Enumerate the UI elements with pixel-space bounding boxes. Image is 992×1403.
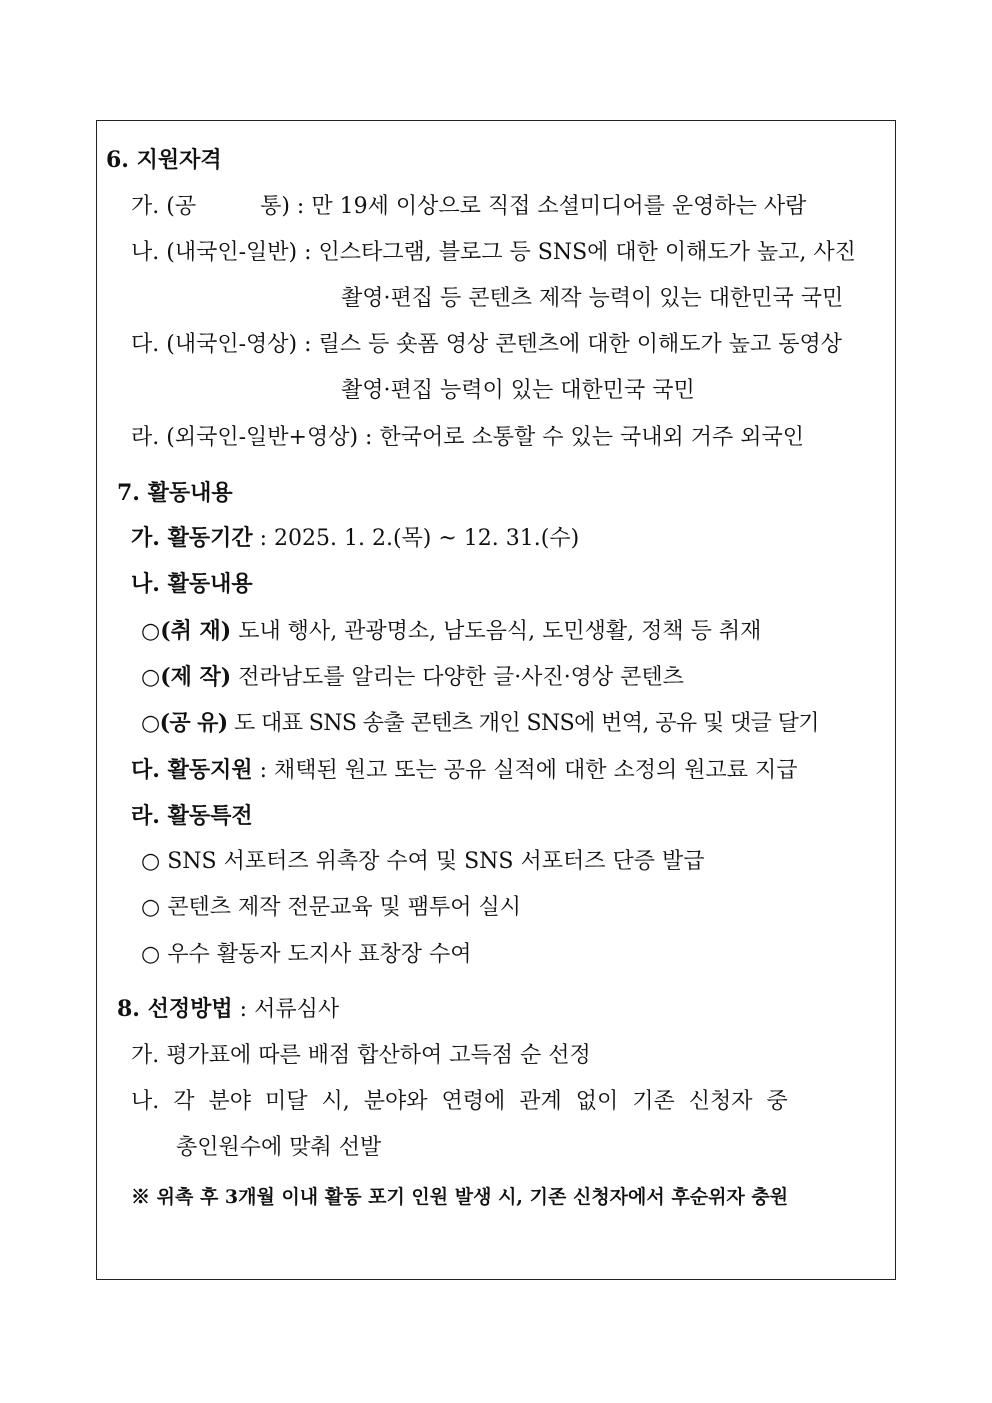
- s6-c-label: 다. (내국인-영상): [131, 332, 298, 357]
- s8-item-b-1: 나. 각 분야 미달 시, 분야와 연령에 관계 없이 기존 신청자 중: [131, 1089, 788, 1114]
- s8-note: ※ 위촉 후 3개월 이내 활동 포기 인원 발생 시, 기존 신청자에서 후순위자 충원: [131, 1186, 789, 1208]
- s7-content-text: 도내 행사, 관광명소, 남도음식, 도민생활, 정책 등 취재: [238, 619, 762, 644]
- s7-period-sep: :: [259, 526, 268, 551]
- bullet-icon: ○: [141, 942, 161, 967]
- bullet-icon: ○: [141, 665, 161, 690]
- bullet-icon: ○: [141, 895, 161, 920]
- s6-a-sep: :: [296, 194, 305, 219]
- s7-content-item: [141, 708, 819, 739]
- s7-support-sep: :: [259, 758, 268, 783]
- s6-a-label-open: 가. (공: [131, 194, 197, 219]
- bullet-icon: ○: [141, 849, 161, 874]
- s7-benefit-text: 콘텐츠 제작 전문교육 및 팸투어 실시: [167, 895, 521, 920]
- section-6-title: 6. 지원자격: [106, 147, 222, 173]
- s7-content-tag: (취 재): [160, 618, 232, 644]
- s8-item-b-2: 총인원수에 맞춰 선발: [176, 1135, 382, 1160]
- s8-method: 서류심사: [254, 997, 340, 1022]
- s7-support-text: 채택된 원고 또는 공유 실적에 대한 소정의 원고료 지급: [274, 758, 798, 783]
- s8-item-a: 가. 평가표에 따른 배점 합산하여 고득점 순 선정: [131, 1043, 591, 1068]
- s7-benefit-text: SNS 서포터즈 위촉장 수여 및 SNS 서포터즈 단증 발급: [167, 849, 705, 874]
- s7-benefit-text: 우수 활동자 도지사 표창장 수여: [167, 942, 472, 967]
- s7-content-tag: (공 유): [159, 710, 228, 736]
- s7-benefit-item: [141, 940, 471, 970]
- s6-b-label: 나. (내국인-일반): [131, 240, 298, 265]
- s6-c-text-2: 촬영·편집 능력이 있는 대한민국 국민: [341, 378, 695, 403]
- s7-period: [131, 523, 579, 554]
- s6-d-sep: :: [365, 425, 373, 450]
- section-8-header: [117, 994, 339, 1025]
- s6-a-text: 만 19세 이상으로 직접 소셜미디어를 운영하는 사람: [311, 194, 807, 219]
- s8-sep: :: [239, 997, 248, 1022]
- s6-d-text: 한국어로 소통할 수 있는 국내외 거주 외국인: [379, 425, 804, 450]
- s7-content-item: [141, 616, 761, 647]
- s7-support: [131, 755, 798, 786]
- s6-d-label: 라. (외국인-일반+영상): [131, 425, 359, 450]
- bullet-icon: ○: [141, 711, 160, 736]
- s6-b-text-2: 촬영·편집 등 콘텐츠 제작 능력이 있는 대한민국 국민: [341, 286, 844, 311]
- s7-content-text: 전라남도를 알리는 다양한 글·사진·영상 콘텐츠: [238, 665, 684, 690]
- section-7-title: 7. 활동내용: [117, 480, 233, 506]
- s6-item-c: [131, 330, 842, 360]
- s7-support-label: 다. 활동지원: [131, 757, 253, 783]
- s6-item-a: [131, 192, 806, 222]
- s6-item-b: [131, 238, 856, 268]
- bullet-icon: ○: [141, 619, 161, 644]
- s7-benefit-item: [141, 893, 521, 923]
- s6-item-d: [131, 423, 804, 453]
- s7-period-label: 가. 활동기간: [131, 525, 253, 551]
- s6-a-label-close: 통): [260, 194, 290, 219]
- s6-b-text-1: 인스타그램, 블로그 등 SNS에 대한 이해도가 높고, 사진: [318, 240, 856, 265]
- s7-content-item: [141, 662, 684, 693]
- s7-content-tag: (제 작): [160, 664, 232, 690]
- s6-c-sep: :: [304, 332, 312, 357]
- section-8-title: 8. 선정방법: [117, 996, 233, 1022]
- s7-period-text: 2025. 1. 2.(목) ~ 12. 31.(수): [274, 526, 580, 551]
- s7-content-label: 나. 활동내용: [131, 571, 253, 597]
- s6-b-sep: :: [304, 240, 312, 265]
- s6-c-text-1: 릴스 등 숏폼 영상 콘텐츠에 대한 이해도가 높고 동영상: [318, 332, 843, 357]
- s7-benefit-item: [141, 847, 704, 877]
- s7-content-text: 도 대표 SNS 송출 콘텐츠 개인 SNS에 번역, 공유 및 댓글 달기: [234, 711, 819, 736]
- s7-benefits-label: 라. 활동특전: [131, 803, 253, 829]
